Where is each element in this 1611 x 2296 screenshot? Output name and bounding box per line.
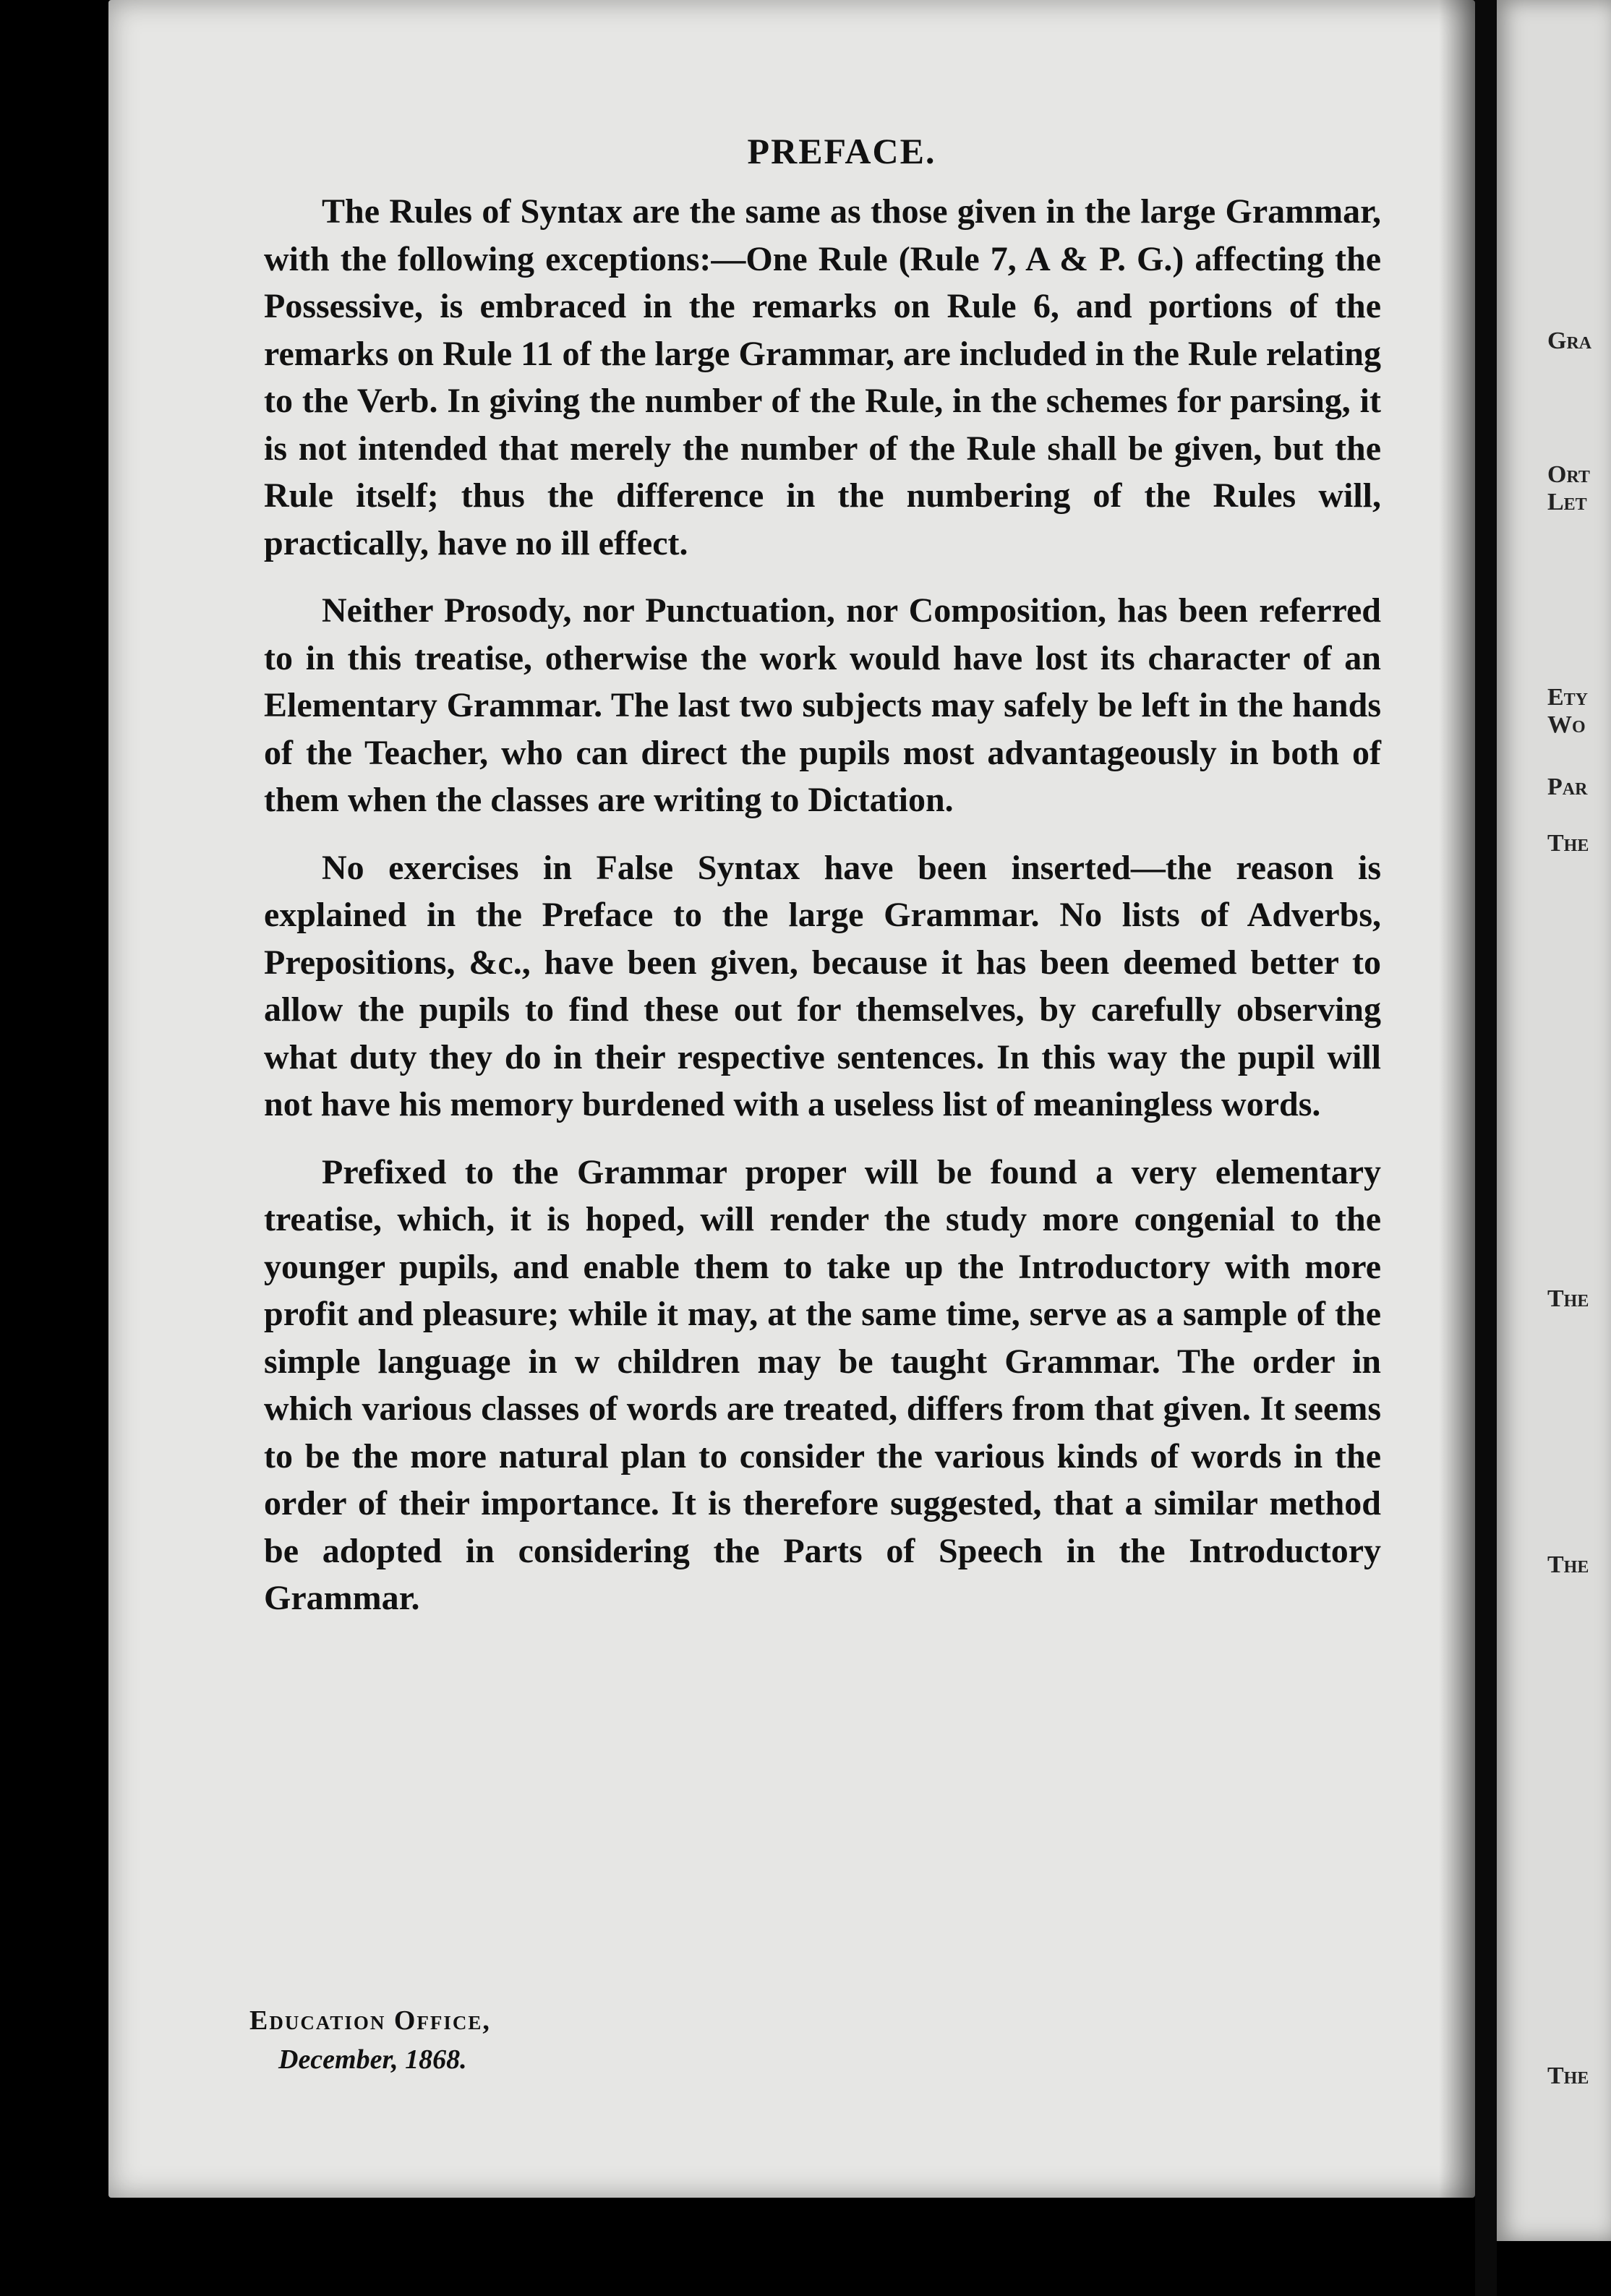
paragraph-2: Neither Prosody, nor Punctuation, nor Composition, has been referred to in this treatise, otherwise the work would have lost its character of an Elementary Grammar. The last two subjects may safely be left in the hands of the Teacher, who can direct the pupils most advantageously in both of them when the classes are writing to Dictation. bbox=[264, 591, 1381, 819]
paragraph-1: The Rules of Syntax are the same as those given in the large Grammar, with the following exceptions:—One Rule (Rule 7, A & P. G.) affecting the Possessive, is embraced in the remarks on Rule 6, and portions of the remarks on Rule 11 of the large Grammar, are included in the Rule relating to the Verb. In giving the number of the Rule, in the schemes for parsing, it is not intended that merely the number of the Rule shall be given, but the Rule itself; thus the difference in the numbering of the Rules will, practically, have no ill effect. bbox=[264, 192, 1381, 562]
facing-fragment: Par bbox=[1547, 774, 1588, 800]
facing-fragment: The bbox=[1547, 830, 1589, 857]
facing-fragment: Gra bbox=[1547, 327, 1592, 354]
preface-title: PREFACE. bbox=[747, 131, 936, 171]
facing-fragment: The bbox=[1547, 1285, 1589, 1312]
signature-block bbox=[249, 2001, 491, 2079]
facing-fragment: The bbox=[1547, 1551, 1589, 1578]
facing-fragment: Wo bbox=[1547, 711, 1586, 738]
preface-body bbox=[264, 188, 1381, 1642]
spine-shadow bbox=[1439, 0, 1475, 2198]
signature-date: December, 1868. bbox=[278, 2044, 467, 2075]
paragraph-4: Prefixed to the Grammar proper will be found a very elementary treatise, which, it is hoped, will render the study more congenial to the younger pupils, and enable them to take up the Introductory with more profit and pleasure; while it may, at the same time, serve as a sample of the simple language in w children may be taught Grammar. The order in which various classes of words are treated, differs from that given. It seems to be the more natural plan to consider the various kinds of words in the order of their importance. It is therefore suggested, that a similar method be adopted in considering the Parts of Speech in the Introductory Grammar. bbox=[264, 1152, 1381, 1617]
facing-fragment: Ety bbox=[1547, 684, 1589, 711]
signature-office: Education Office, bbox=[249, 2005, 491, 2036]
page-gutter bbox=[1475, 0, 1497, 2296]
facing-fragment: Let bbox=[1547, 489, 1587, 515]
paragraph-3: No exercises in False Syntax have been inserted—the reason is explained in the Preface to the large Grammar. No lists of Adverbs, Prepositions, &c., have been given, because it has been deemed better to allow the pupils to find these out for themselves, by carefully observing what duty they do in their respective sentences. In this way the pupil will not have his memory burdened with a useless list of meaningless words. bbox=[264, 848, 1381, 1123]
facing-fragment: Ort bbox=[1547, 461, 1590, 488]
facing-fragment: The bbox=[1547, 2062, 1589, 2089]
